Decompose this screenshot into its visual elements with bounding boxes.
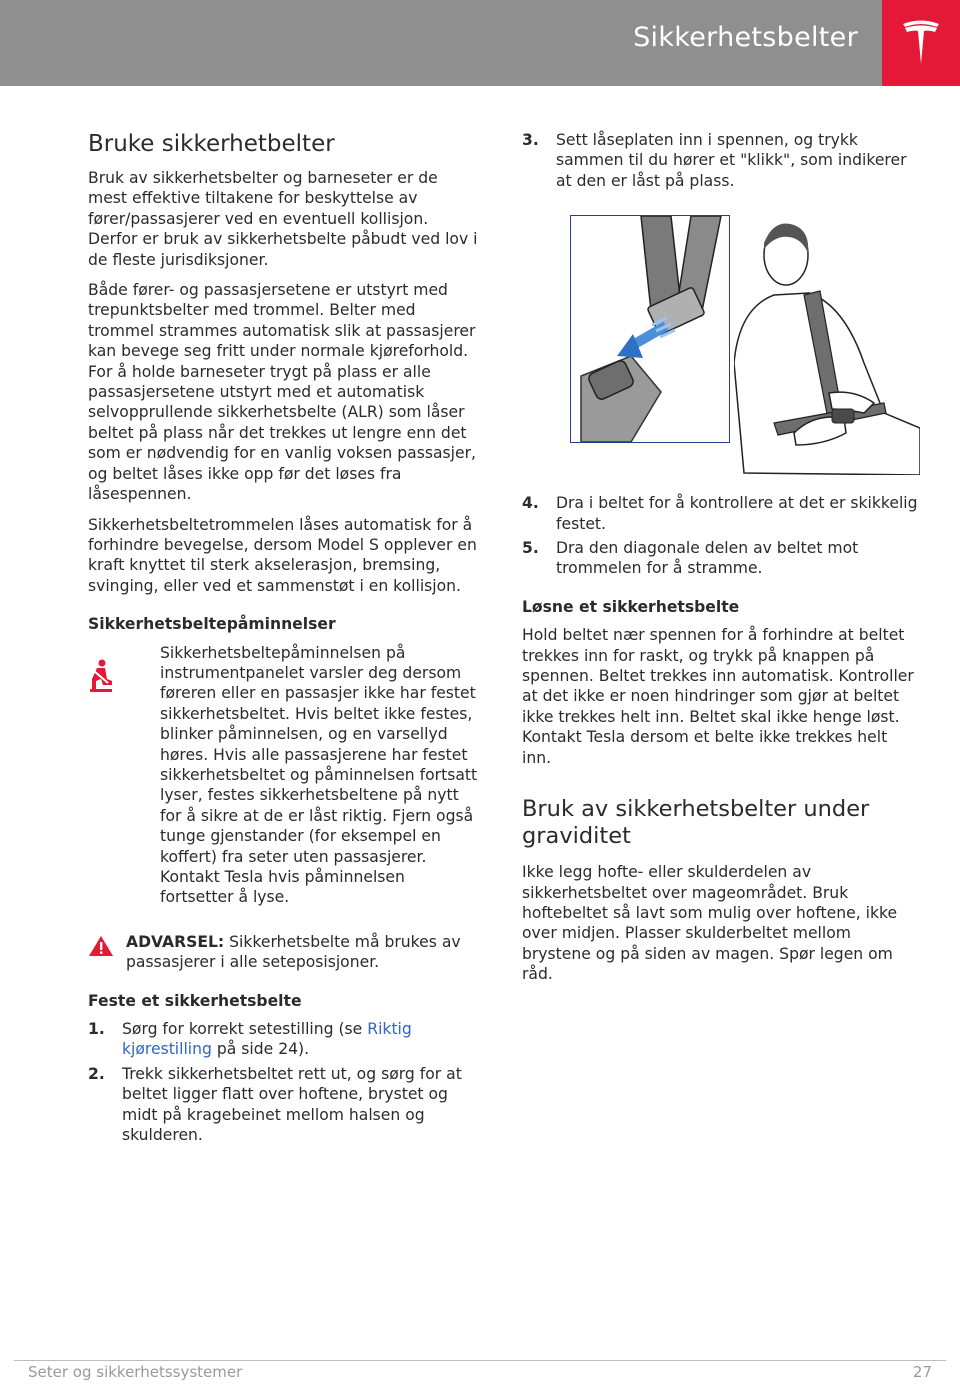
- footer-divider: [14, 1360, 946, 1361]
- list-item: [522, 538, 920, 579]
- paragraph: Sikkerhetsbeltetrommelen låses automatisk for å forhindre bevegelse, dersom Model S opplever en kraft knyttet til sterk akselerasjon, bremsing, svinging, eller ved et sammenstøt i en kollisjon.: [88, 515, 477, 595]
- left-column: [88, 130, 480, 1149]
- step-text: Dra i beltet for å kontrollere at det er skikkelig festet.: [556, 494, 918, 533]
- paragraph: Ikke legg hofte- eller skulderdelen av sikkerhetsbeltet over mageområdet. Bruk hoftebeltet så lavt som mulig over hoftene, ikke over midjen. Plasser skulderbeltet mellom brystene og på siden av magen. Spør legen om råd.: [522, 863, 898, 984]
- step-number: 3.: [522, 131, 539, 149]
- step-number: 4.: [522, 494, 539, 513]
- buckle-closeup-image: [570, 215, 730, 443]
- warning-triangle-icon: [88, 932, 126, 973]
- tesla-logo-icon: [901, 18, 941, 68]
- seatbelt-illustration: [522, 213, 920, 475]
- step-number: 1.: [88, 1020, 105, 1039]
- fasten-heading: Feste et sikkerhetsbelte: [88, 991, 302, 1010]
- paragraph: Bruk av sikkerhetsbelter og barneseter er de mest effektive tiltakene for beskyttelse av fører/passasjerer ved en eventuell kollisjon. Derfor er bruk av sikkerhetsbelte påbudt ved lov i de fleste jurisdiksjoner.: [88, 169, 478, 269]
- warning-block: [88, 932, 480, 973]
- fasten-steps-final: [522, 493, 920, 579]
- step-text: Sett låseplaten inn i spennen, og trykk sammen til du hører et "klikk", som indikerer at den er låst på plass.: [556, 131, 907, 190]
- page-header: [0, 0, 960, 86]
- step-number: 5.: [522, 539, 539, 558]
- step-text: Dra den diagonale delen av beltet mot trommelen for å stramme.: [556, 539, 859, 578]
- list-item: [522, 493, 920, 534]
- release-heading: Løsne et sikkerhetsbelte: [522, 597, 740, 616]
- seating-position-link[interactable]: Riktig kjørestilling: [122, 1020, 412, 1059]
- brand-logo: [882, 0, 960, 86]
- person-wearing-seatbelt-image: [734, 213, 920, 475]
- warning-label: ADVARSEL:: [126, 932, 225, 951]
- paragraph: Hold beltet nær spennen for å forhindre at beltet trekkes inn for raskt, og trykk på knappen på spennen. Beltet trekkes inn automatisk. Kontroller at det ikke er noen hindringer som gjør at beltet ikke trekkes helt inn. Beltet skal ikke henge løst. Kontakt Tesla dersom et belte ikke trekkes helt inn.: [522, 626, 914, 767]
- step-text: Sørg for korrekt setestilling (se Riktig kjørestilling på side 24).: [122, 1020, 412, 1059]
- page-number: 27: [912, 1363, 932, 1381]
- fasten-steps: [88, 1019, 480, 1145]
- list-item: [88, 1064, 480, 1146]
- step-text: Trekk sikkerhetsbeltet rett ut, og sørg for at beltet ligger flatt over hoftene, brystet og midt på kragebeinet mellom halsen og skulderen.: [122, 1064, 462, 1145]
- warning-body: Sikkerhetsbelte må brukes av passasjerer i alle seteposisjoner.: [126, 932, 461, 972]
- seatbelt-reminder-icon: [88, 643, 160, 908]
- reminders-heading: Sikkerhetsbeltepåminnelser: [88, 615, 336, 634]
- header-title: Sikkerhetsbelter: [633, 22, 858, 53]
- reminder-text: Sikkerhetsbeltepåminnelsen på instrumentpanelet varsler deg dersom føreren eller en passasjer ikke har festet sikkerhetsbeltet. Hvis beltet ikke festes, blinker påminnelsen, og en varsellyd høres. Hvis alle passasjerene har festet sikkerhetsbeltet og påminnelsen fortsatt lyser, festes sikkerhetsbeltene på nytt for å sikre at de er låst riktig. Fjern også tunge gjenstander (for eksempel en koffert) fra seter uten passasjerer. Kontakt Tesla hvis påminnelsen fortsetter å lyse.: [160, 643, 478, 907]
- pregnancy-heading: Bruk av sikkerhetsbelter under graviditet: [522, 796, 870, 850]
- reminder-block: [88, 643, 480, 908]
- warning-text: [126, 932, 480, 973]
- list-item: [522, 130, 920, 191]
- right-column: [522, 130, 920, 995]
- footer-section: Seter og sikkerhetssystemer: [28, 1363, 243, 1381]
- paragraph: Både fører- og passasjersetene er utstyrt med trepunktsbelter med trommel. Belter med trommel strammes automatisk slik at passasjerer kan bevege seg fritt under normale kjøreforhold. For å holde barneseter trygt på plass er alle passasjersetene utstyrt med et automatisk selvopprullende sikkerhetsbelte (ALR) som låser beltet på plass når det trekkes ut lengre enn det som er nødvendig for en vanlig voksen passasjer, og beltet låses ikke opp før det løses fra låsespennen.: [88, 281, 476, 504]
- section-heading: Bruke sikkerhetbelter: [88, 131, 335, 157]
- step-number: 2.: [88, 1064, 105, 1083]
- fasten-steps-continued: [522, 130, 920, 191]
- list-item: [88, 1019, 480, 1060]
